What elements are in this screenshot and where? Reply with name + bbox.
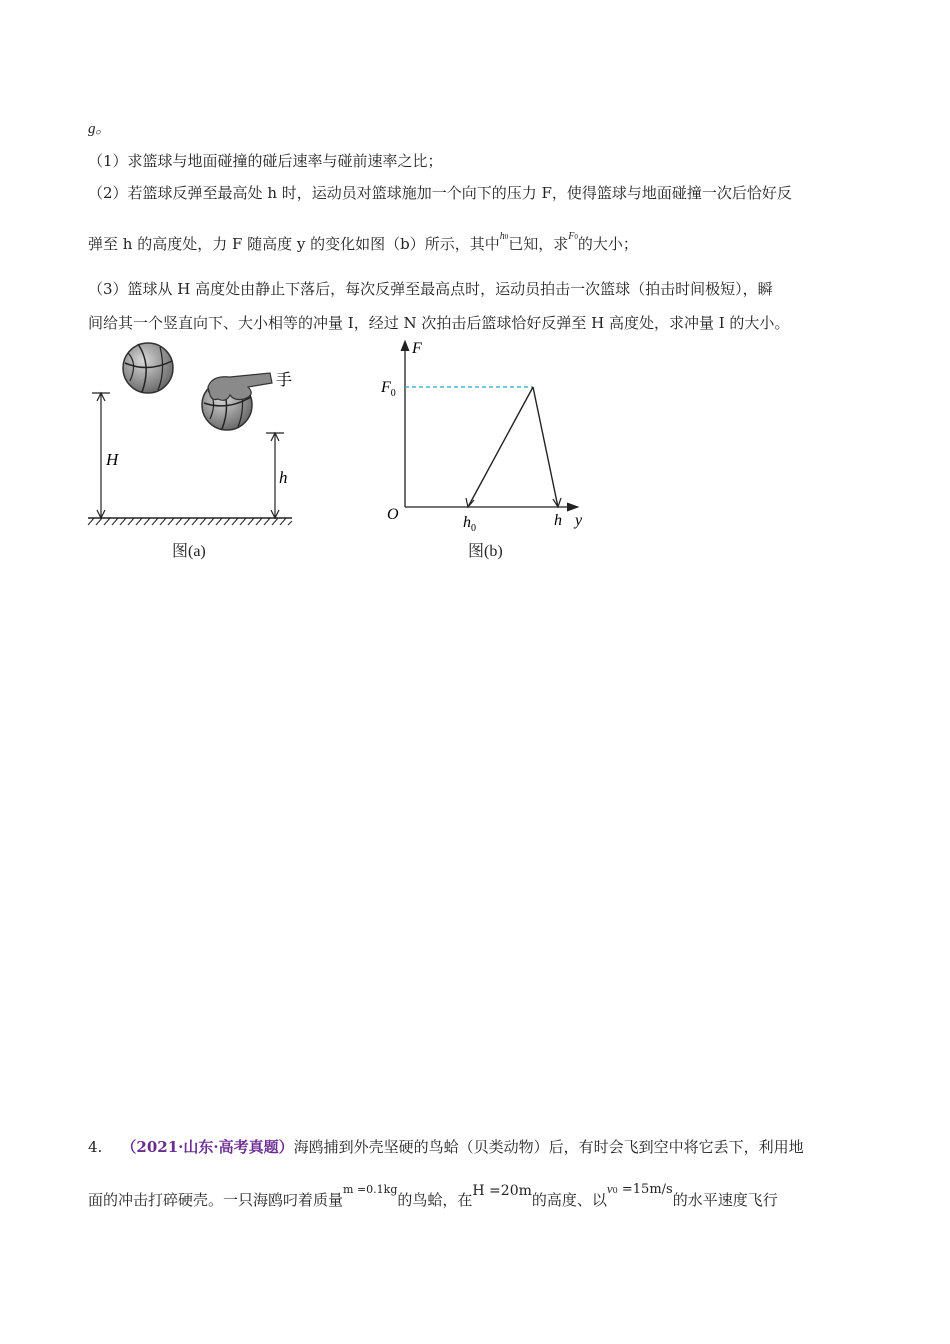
q3-part3-b: 间给其一个竖直向下、大小相等的冲量 I，经过 N 次拍击后篮球恰好反弹至 H 高度处，求冲量 I 的大小。: [88, 314, 790, 332]
H-label: H: [106, 450, 119, 469]
q3-part2-b: 弹至 h 的高度处，力 F 随高度 y 的变化如图（b）所示，其中$^{h0}$已知，求$^{F0}$的大小；: [88, 231, 638, 253]
h-label: h: [279, 468, 288, 487]
q3-part1: （1）求篮球与地面碰撞的碰后速率与碰前速率之比；: [88, 152, 443, 170]
falling-line: [533, 387, 558, 507]
ground: [88, 518, 292, 525]
rising-line: [468, 387, 533, 507]
figure-a: [80, 335, 310, 535]
speed-expression: v0 =15m/s: [606, 1181, 673, 1197]
q3-part3-a: （3）篮球从 H 高度处由静止下落后，每次反弹至最高点时，运动员拍击一次篮球（拍击时间极短），瞬: [88, 280, 773, 298]
figure-b: [375, 335, 595, 535]
q3-part2-a: （2）若篮球反弹至最高处 h 时，运动员对篮球施加一个向下的压力 F，使得篮球与地面碰撞一次后恰好反: [88, 184, 792, 202]
F-axis-label: F: [412, 340, 422, 357]
F0-label: $F_0$: [381, 379, 396, 399]
h-tick-label: h: [554, 512, 562, 529]
height-expression: H =20m: [472, 1183, 532, 1199]
figure-a-caption: 图(a): [172, 543, 206, 560]
q4-number: 4.: [88, 1138, 103, 1156]
q4-line-b: 面的冲击打碎硬壳。一只海鸥叼着质量$^{m =0.1kg}$的鸟蛤，在H =20m的高度、以v0 =15m/s的水平速度飞行: [88, 1181, 778, 1209]
q3-line-g: g。: [88, 121, 111, 137]
y-axis-label: y: [575, 512, 583, 529]
mass-expression: m =0.1kg: [343, 1183, 398, 1196]
basketball-upper: [123, 343, 173, 393]
origin-label: O: [387, 506, 399, 523]
h0-inline: h0: [499, 231, 509, 242]
hand-icon: [208, 373, 272, 400]
figure-b-caption: 图(b): [468, 543, 503, 560]
q4-line-a: 4. （2021·山东·高考真题）海鸥捕到外壳坚硬的鸟蛤（贝类动物）后，有时会飞到空中将它丢下，利用地: [88, 1138, 804, 1156]
q4-source-tag: （2021·山东·高考真题）: [121, 1138, 294, 1156]
h0-tick-label: $h_0$: [463, 514, 476, 534]
hand-label: 手: [276, 372, 293, 389]
F0-inline: F0: [568, 231, 578, 242]
